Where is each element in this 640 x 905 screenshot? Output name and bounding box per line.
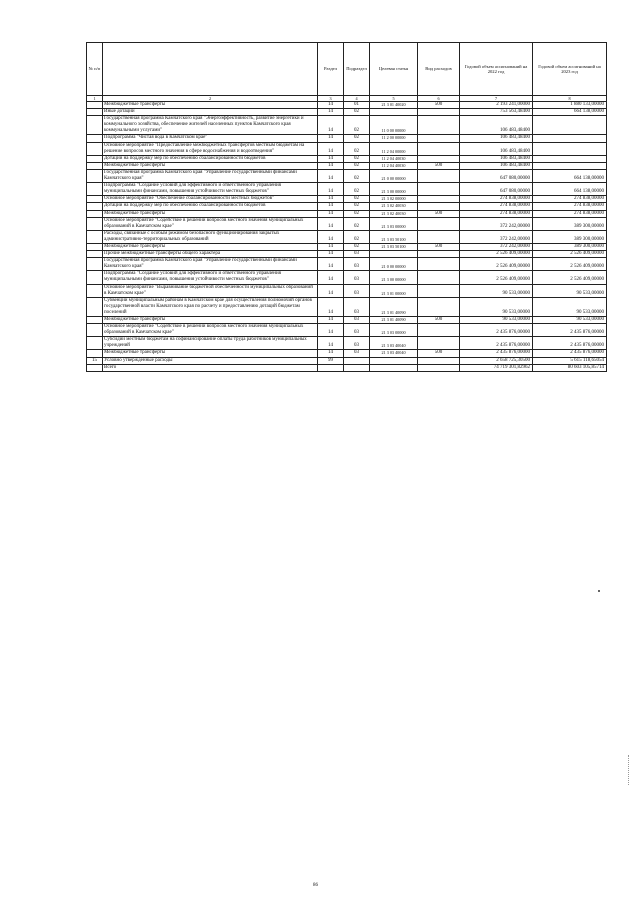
cell-razdel: 14 bbox=[318, 317, 344, 324]
cell-name: Основное мероприятие "Обеспечение сбалансированности местных бюджетов" bbox=[103, 196, 318, 203]
cell-razdel: 14 bbox=[318, 324, 344, 337]
cell-podrazdel bbox=[344, 357, 370, 364]
cell-podrazdel: 02 bbox=[344, 203, 370, 210]
col-number: 6 bbox=[418, 96, 460, 102]
cell-num bbox=[87, 162, 103, 169]
cell-podrazdel: 02 bbox=[344, 210, 370, 217]
cell-name: Субвенции муниципальным районам в Камчатском крае для осуществления полномочий органов государственной власти Камчатского края по расчету и предоставлению дотаций бюджетам поселений bbox=[103, 297, 318, 316]
cell-value-2023 bbox=[533, 155, 607, 162]
cell-value-2023: 274 838,00000 bbox=[533, 203, 607, 210]
cell-vid bbox=[418, 109, 460, 116]
cell-code: 21 3 02 40030 bbox=[370, 210, 418, 217]
cell-value-2022: 2 526 409,00000 bbox=[460, 258, 533, 271]
cell-razdel: 14 bbox=[318, 251, 344, 258]
cell-podrazdel: 02 bbox=[344, 142, 370, 155]
cell-name: Дотации на поддержку мер по обеспечению сбалансированности бюджетов bbox=[103, 203, 318, 210]
cell-vid: 500 bbox=[418, 317, 460, 324]
col-number: 4 bbox=[344, 96, 370, 102]
cell-razdel bbox=[318, 364, 344, 371]
cell-value-2023: 90 533,00000 bbox=[533, 297, 607, 316]
cell-vid bbox=[418, 116, 460, 135]
cell-podrazdel: 03 bbox=[344, 297, 370, 316]
cell-code: 21 3 02 00000 bbox=[370, 196, 418, 203]
cell-num bbox=[87, 230, 103, 243]
cell-razdel: 14 bbox=[318, 135, 344, 142]
cell-razdel: 14 bbox=[318, 284, 344, 297]
table-row bbox=[87, 230, 607, 243]
cell-value-2023: 389 300,00000 bbox=[533, 230, 607, 243]
cell-num bbox=[87, 210, 103, 217]
cell-name: Подпрограмма "Чистая вода в Камчатском крае" bbox=[103, 135, 318, 142]
cell-num bbox=[87, 258, 103, 271]
cell-num bbox=[87, 196, 103, 203]
cell-razdel: 14 bbox=[318, 162, 344, 169]
margin-mark bbox=[628, 755, 630, 785]
table-row bbox=[87, 155, 607, 162]
cell-value-2022: 372 242,00000 bbox=[460, 217, 533, 230]
table-row bbox=[87, 217, 607, 230]
cell-code: 21 0 00 00000 bbox=[370, 258, 418, 271]
cell-razdel: 14 bbox=[318, 350, 344, 357]
cell-num bbox=[87, 217, 103, 230]
cell-razdel: 14 bbox=[318, 183, 344, 196]
cell-code: 21 3 03 50100 bbox=[370, 230, 418, 243]
cell-num bbox=[87, 364, 103, 371]
cell-num bbox=[87, 142, 103, 155]
table-row bbox=[87, 135, 607, 142]
table-row bbox=[87, 102, 607, 109]
cell-num bbox=[87, 324, 103, 337]
table-row bbox=[87, 284, 607, 297]
header-razdel: Раздел bbox=[318, 43, 344, 96]
cell-vid bbox=[418, 169, 460, 182]
cell-vid bbox=[418, 271, 460, 284]
cell-vid bbox=[418, 251, 460, 258]
cell-num bbox=[87, 297, 103, 316]
cell-podrazdel: 03 bbox=[344, 317, 370, 324]
cell-value-2022: 274 838,00000 bbox=[460, 203, 533, 210]
cell-podrazdel: 02 bbox=[344, 217, 370, 230]
cell-razdel: 14 bbox=[318, 243, 344, 250]
margin-dot bbox=[598, 590, 600, 592]
table-row bbox=[87, 210, 607, 217]
cell-name: Межбюджетные трансферты bbox=[103, 350, 318, 357]
cell-value-2023 bbox=[533, 142, 607, 155]
header-tsel: Целевая статья bbox=[370, 43, 418, 96]
cell-num bbox=[87, 317, 103, 324]
cell-code: 21 3 00 00000 bbox=[370, 271, 418, 284]
cell-num bbox=[87, 284, 103, 297]
table-row bbox=[87, 297, 607, 316]
table-row bbox=[87, 109, 607, 116]
cell-razdel: 14 bbox=[318, 297, 344, 316]
cell-vid: 500 bbox=[418, 210, 460, 217]
cell-name: Субсидии местным бюджетам на софинансирование оплаты труда работников муниципальных учреждений bbox=[103, 337, 318, 350]
cell-name: Подпрограмма "Создание условий для эффективного и ответственного управления муниципальными финансами, повышения устойчивости местных бюджетов" bbox=[103, 271, 318, 284]
cell-value-2023: 389 300,00000 bbox=[533, 243, 607, 250]
cell-name: Иные дотации bbox=[103, 109, 318, 116]
table-row bbox=[87, 169, 607, 182]
cell-value-2023: 2 435 876,00000 bbox=[533, 337, 607, 350]
cell-vid: 500 bbox=[418, 162, 460, 169]
cell-name: Межбюджетные трансферты bbox=[103, 102, 318, 109]
cell-podrazdel bbox=[344, 364, 370, 371]
cell-razdel: 14 bbox=[318, 196, 344, 203]
cell-value-2023: 90 533,00000 bbox=[533, 284, 607, 297]
cell-value-2023: 664 138,00000 bbox=[533, 109, 607, 116]
cell-value-2022: 372 242,00000 bbox=[460, 243, 533, 250]
cell-value-2022: 106 483,48400 bbox=[460, 135, 533, 142]
cell-code: 21 3 03 00000 bbox=[370, 217, 418, 230]
col-number: 1 bbox=[87, 96, 103, 102]
cell-name: Всего bbox=[103, 364, 318, 371]
cell-name: Межбюджетные трансферты bbox=[103, 317, 318, 324]
cell-vid bbox=[418, 364, 460, 371]
cell-code: 21 3 03 40040 bbox=[370, 350, 418, 357]
cell-code: 11 2 04 40030 bbox=[370, 155, 418, 162]
header-y2022: Годовой объем ассигнований на 2022 год bbox=[460, 43, 533, 96]
cell-value-2022: 106 483,48400 bbox=[460, 162, 533, 169]
cell-value-2022: 647 080,00000 bbox=[460, 183, 533, 196]
cell-value-2023: 80 603 105,85714 bbox=[533, 364, 607, 371]
cell-name: Государственная программа Камчатского края "Управление государственными финансами Камчатского края" bbox=[103, 258, 318, 271]
cell-value-2022: 106 483,48400 bbox=[460, 155, 533, 162]
cell-name: Государственная программа Камчатского края "Энергоэффективность, развитие энергетики и коммунального хозяйства, обеспечение жителей населенных пунктов Камчатского края коммунальными услугами" bbox=[103, 116, 318, 135]
cell-num bbox=[87, 271, 103, 284]
cell-podrazdel: 02 bbox=[344, 116, 370, 135]
cell-name: Дотации на поддержку мер по обеспечению сбалансированности бюджетов bbox=[103, 155, 318, 162]
cell-vid bbox=[418, 135, 460, 142]
cell-vid bbox=[418, 297, 460, 316]
cell-value-2022: 106 483,48400 bbox=[460, 116, 533, 135]
table-row bbox=[87, 116, 607, 135]
cell-code: 11 0 00 00000 bbox=[370, 116, 418, 135]
cell-num bbox=[87, 102, 103, 109]
cell-code bbox=[370, 357, 418, 364]
cell-vid bbox=[418, 357, 460, 364]
cell-value-2022: 90 533,00000 bbox=[460, 297, 533, 316]
header-podrazdel: Подраздел bbox=[344, 43, 370, 96]
cell-code bbox=[370, 251, 418, 258]
cell-podrazdel: 02 bbox=[344, 162, 370, 169]
cell-num bbox=[87, 109, 103, 116]
cell-value-2023: 664 138,00000 bbox=[533, 169, 607, 182]
cell-vid bbox=[418, 155, 460, 162]
col-number: 8 bbox=[533, 96, 607, 102]
cell-vid bbox=[418, 258, 460, 271]
cell-razdel: 14 bbox=[318, 210, 344, 217]
cell-value-2023: 389 300,00000 bbox=[533, 217, 607, 230]
cell-name: Прочие межбюджетные трансферты общего характера bbox=[103, 251, 318, 258]
cell-value-2022: 2 435 876,00000 bbox=[460, 324, 533, 337]
cell-vid bbox=[418, 203, 460, 210]
header-y2023: Годовой объем ассигнований на 2023 год bbox=[533, 43, 607, 96]
cell-razdel: 14 bbox=[318, 258, 344, 271]
cell-razdel: 14 bbox=[318, 155, 344, 162]
cell-vid bbox=[418, 217, 460, 230]
cell-code: 21 0 00 00000 bbox=[370, 169, 418, 182]
cell-value-2023: 274 838,00000 bbox=[533, 196, 607, 203]
cell-value-2023 bbox=[533, 162, 607, 169]
table-row bbox=[87, 317, 607, 324]
table-row bbox=[87, 350, 607, 357]
cell-vid: 500 bbox=[418, 350, 460, 357]
table-row bbox=[87, 243, 607, 250]
cell-value-2023: 2 526 409,00000 bbox=[533, 251, 607, 258]
cell-value-2023: 274 838,00000 bbox=[533, 210, 607, 217]
cell-razdel: 14 bbox=[318, 142, 344, 155]
cell-value-2022: 2 526 409,00000 bbox=[460, 251, 533, 258]
cell-podrazdel: 02 bbox=[344, 243, 370, 250]
cell-value-2023: 2 435 876,00000 bbox=[533, 350, 607, 357]
cell-value-2022: 2 658 725,30500 bbox=[460, 357, 533, 364]
table-row bbox=[87, 364, 607, 371]
cell-code: 21 3 01 40020 bbox=[370, 102, 418, 109]
table-row bbox=[87, 337, 607, 350]
cell-value-2023: 90 533,00000 bbox=[533, 317, 607, 324]
cell-podrazdel: 02 bbox=[344, 183, 370, 196]
col-number: 7 bbox=[460, 96, 533, 102]
cell-code: 11 2 04 40030 bbox=[370, 162, 418, 169]
cell-vid: 500 bbox=[418, 243, 460, 250]
table-row bbox=[87, 142, 607, 155]
cell-vid bbox=[418, 183, 460, 196]
cell-code: 11 2 04 00000 bbox=[370, 142, 418, 155]
cell-code: 21 3 02 40030 bbox=[370, 203, 418, 210]
table-row bbox=[87, 162, 607, 169]
cell-value-2022: 753 563,48400 bbox=[460, 109, 533, 116]
cell-razdel: 14 bbox=[318, 169, 344, 182]
cell-podrazdel: 03 bbox=[344, 271, 370, 284]
cell-value-2023: 2 435 876,00000 bbox=[533, 324, 607, 337]
cell-podrazdel: 03 bbox=[344, 337, 370, 350]
cell-name: Основное мероприятие "Содействие в решении вопросов местного значения муниципальных образований в Камчатском крае" bbox=[103, 324, 318, 337]
cell-code: 11 2 00 00000 bbox=[370, 135, 418, 142]
cell-num bbox=[87, 155, 103, 162]
cell-num bbox=[87, 203, 103, 210]
cell-code: 21 3 03 50100 bbox=[370, 243, 418, 250]
cell-name: Основное мероприятие "Содействие в решении вопросов местного значения муниципальных образований в Камчатском крае" bbox=[103, 217, 318, 230]
cell-value-2022: 372 242,00000 bbox=[460, 230, 533, 243]
cell-value-2023: 1 880 133,00000 bbox=[533, 102, 607, 109]
cell-value-2022: 2 526 409,00000 bbox=[460, 271, 533, 284]
cell-name: Межбюджетные трансферты bbox=[103, 162, 318, 169]
cell-value-2022: 74 719 301,82962 bbox=[460, 364, 533, 371]
cell-value-2022: 90 533,00000 bbox=[460, 317, 533, 324]
table-row bbox=[87, 203, 607, 210]
cell-code: 21 3 01 40090 bbox=[370, 317, 418, 324]
header-vid: Вид расходов bbox=[418, 43, 460, 96]
col-number: 2 bbox=[103, 96, 318, 102]
cell-razdel: 14 bbox=[318, 203, 344, 210]
cell-num bbox=[87, 116, 103, 135]
cell-num bbox=[87, 135, 103, 142]
cell-value-2023: 2 526 409,00000 bbox=[533, 271, 607, 284]
cell-value-2022: 2 435 876,00000 bbox=[460, 350, 533, 357]
cell-podrazdel: 02 bbox=[344, 196, 370, 203]
cell-num bbox=[87, 251, 103, 258]
header-name bbox=[103, 43, 318, 96]
cell-num bbox=[87, 243, 103, 250]
cell-podrazdel: 02 bbox=[344, 109, 370, 116]
cell-num bbox=[87, 169, 103, 182]
cell-value-2023 bbox=[533, 135, 607, 142]
cell-num: 15 bbox=[87, 357, 103, 364]
header-num: № п/п bbox=[87, 43, 103, 96]
cell-name: Межбюджетные трансферты bbox=[103, 243, 318, 250]
cell-name: Государственная программа Камчатского края "Управление государственными финансами Камчатского края" bbox=[103, 169, 318, 182]
cell-razdel: 14 bbox=[318, 337, 344, 350]
cell-podrazdel: 03 bbox=[344, 350, 370, 357]
table-row bbox=[87, 324, 607, 337]
col-number: 3 bbox=[318, 96, 344, 102]
cell-vid bbox=[418, 324, 460, 337]
cell-name: Основное мероприятие "Выравнивание бюджетной обеспеченности муниципальных образований в Камчатском крае" bbox=[103, 284, 318, 297]
cell-code: 21 3 00 00000 bbox=[370, 183, 418, 196]
cell-code: 21 3 03 40040 bbox=[370, 337, 418, 350]
cell-podrazdel: 02 bbox=[344, 169, 370, 182]
cell-num bbox=[87, 183, 103, 196]
cell-code: 21 3 01 00000 bbox=[370, 284, 418, 297]
cell-podrazdel: 03 bbox=[344, 258, 370, 271]
cell-podrazdel: 03 bbox=[344, 284, 370, 297]
budget-table-sheet bbox=[86, 42, 606, 372]
cell-razdel: 14 bbox=[318, 230, 344, 243]
cell-num bbox=[87, 350, 103, 357]
cell-vid bbox=[418, 142, 460, 155]
cell-value-2023: 2 526 409,00000 bbox=[533, 258, 607, 271]
cell-vid bbox=[418, 230, 460, 243]
table-row bbox=[87, 357, 607, 364]
cell-value-2022: 90 533,00000 bbox=[460, 284, 533, 297]
cell-razdel: 99 bbox=[318, 357, 344, 364]
table-row bbox=[87, 183, 607, 196]
cell-podrazdel: 01 bbox=[344, 102, 370, 109]
cell-num bbox=[87, 337, 103, 350]
cell-razdel: 14 bbox=[318, 217, 344, 230]
table-header-row bbox=[87, 43, 607, 96]
cell-name: Расходы, связанные с особым режимом безопасного функционирования закрытых административно-территориальных образований bbox=[103, 230, 318, 243]
table-row bbox=[87, 258, 607, 271]
cell-vid bbox=[418, 337, 460, 350]
cell-name: Основное мероприятие "Предоставление межбюджетных трансфертов местным бюджетам на решение вопросов местного значения в сфере водоснабжения и водоотведения" bbox=[103, 142, 318, 155]
cell-value-2022: 106 483,48400 bbox=[460, 142, 533, 155]
page-number: 86 bbox=[313, 883, 318, 888]
cell-value-2023: 5 615 118,65054 bbox=[533, 357, 607, 364]
cell-podrazdel: 02 bbox=[344, 135, 370, 142]
cell-value-2023 bbox=[533, 116, 607, 135]
table-row bbox=[87, 251, 607, 258]
cell-podrazdel: 02 bbox=[344, 155, 370, 162]
cell-podrazdel: 03 bbox=[344, 251, 370, 258]
cell-podrazdel: 02 bbox=[344, 230, 370, 243]
cell-code bbox=[370, 109, 418, 116]
cell-value-2022: 2 435 876,00000 bbox=[460, 337, 533, 350]
cell-name: Подпрограмма "Создание условий для эффективного и ответственного управления муниципальными финансами, повышения устойчивости местных бюджетов" bbox=[103, 183, 318, 196]
table-row bbox=[87, 196, 607, 203]
cell-razdel: 14 bbox=[318, 116, 344, 135]
cell-value-2023: 664 138,00000 bbox=[533, 183, 607, 196]
cell-value-2022: 647 080,00000 bbox=[460, 169, 533, 182]
cell-vid bbox=[418, 284, 460, 297]
cell-code: 21 3 01 40090 bbox=[370, 297, 418, 316]
cell-vid: 500 bbox=[418, 102, 460, 109]
cell-code bbox=[370, 364, 418, 371]
table-row bbox=[87, 271, 607, 284]
cell-value-2022: 2 193 241,00000 bbox=[460, 102, 533, 109]
cell-razdel: 14 bbox=[318, 109, 344, 116]
cell-name: Межбюджетные трансферты bbox=[103, 210, 318, 217]
cell-value-2022: 274 838,00000 bbox=[460, 210, 533, 217]
col-number: 5 bbox=[370, 96, 418, 102]
cell-razdel: 14 bbox=[318, 271, 344, 284]
cell-razdel: 14 bbox=[318, 102, 344, 109]
cell-podrazdel: 03 bbox=[344, 324, 370, 337]
cell-code: 21 3 03 00000 bbox=[370, 324, 418, 337]
cell-value-2022: 274 838,00000 bbox=[460, 196, 533, 203]
budget-table bbox=[86, 42, 607, 372]
table-body bbox=[87, 102, 607, 372]
cell-name: Условно утвержденные расходы bbox=[103, 357, 318, 364]
cell-vid bbox=[418, 196, 460, 203]
